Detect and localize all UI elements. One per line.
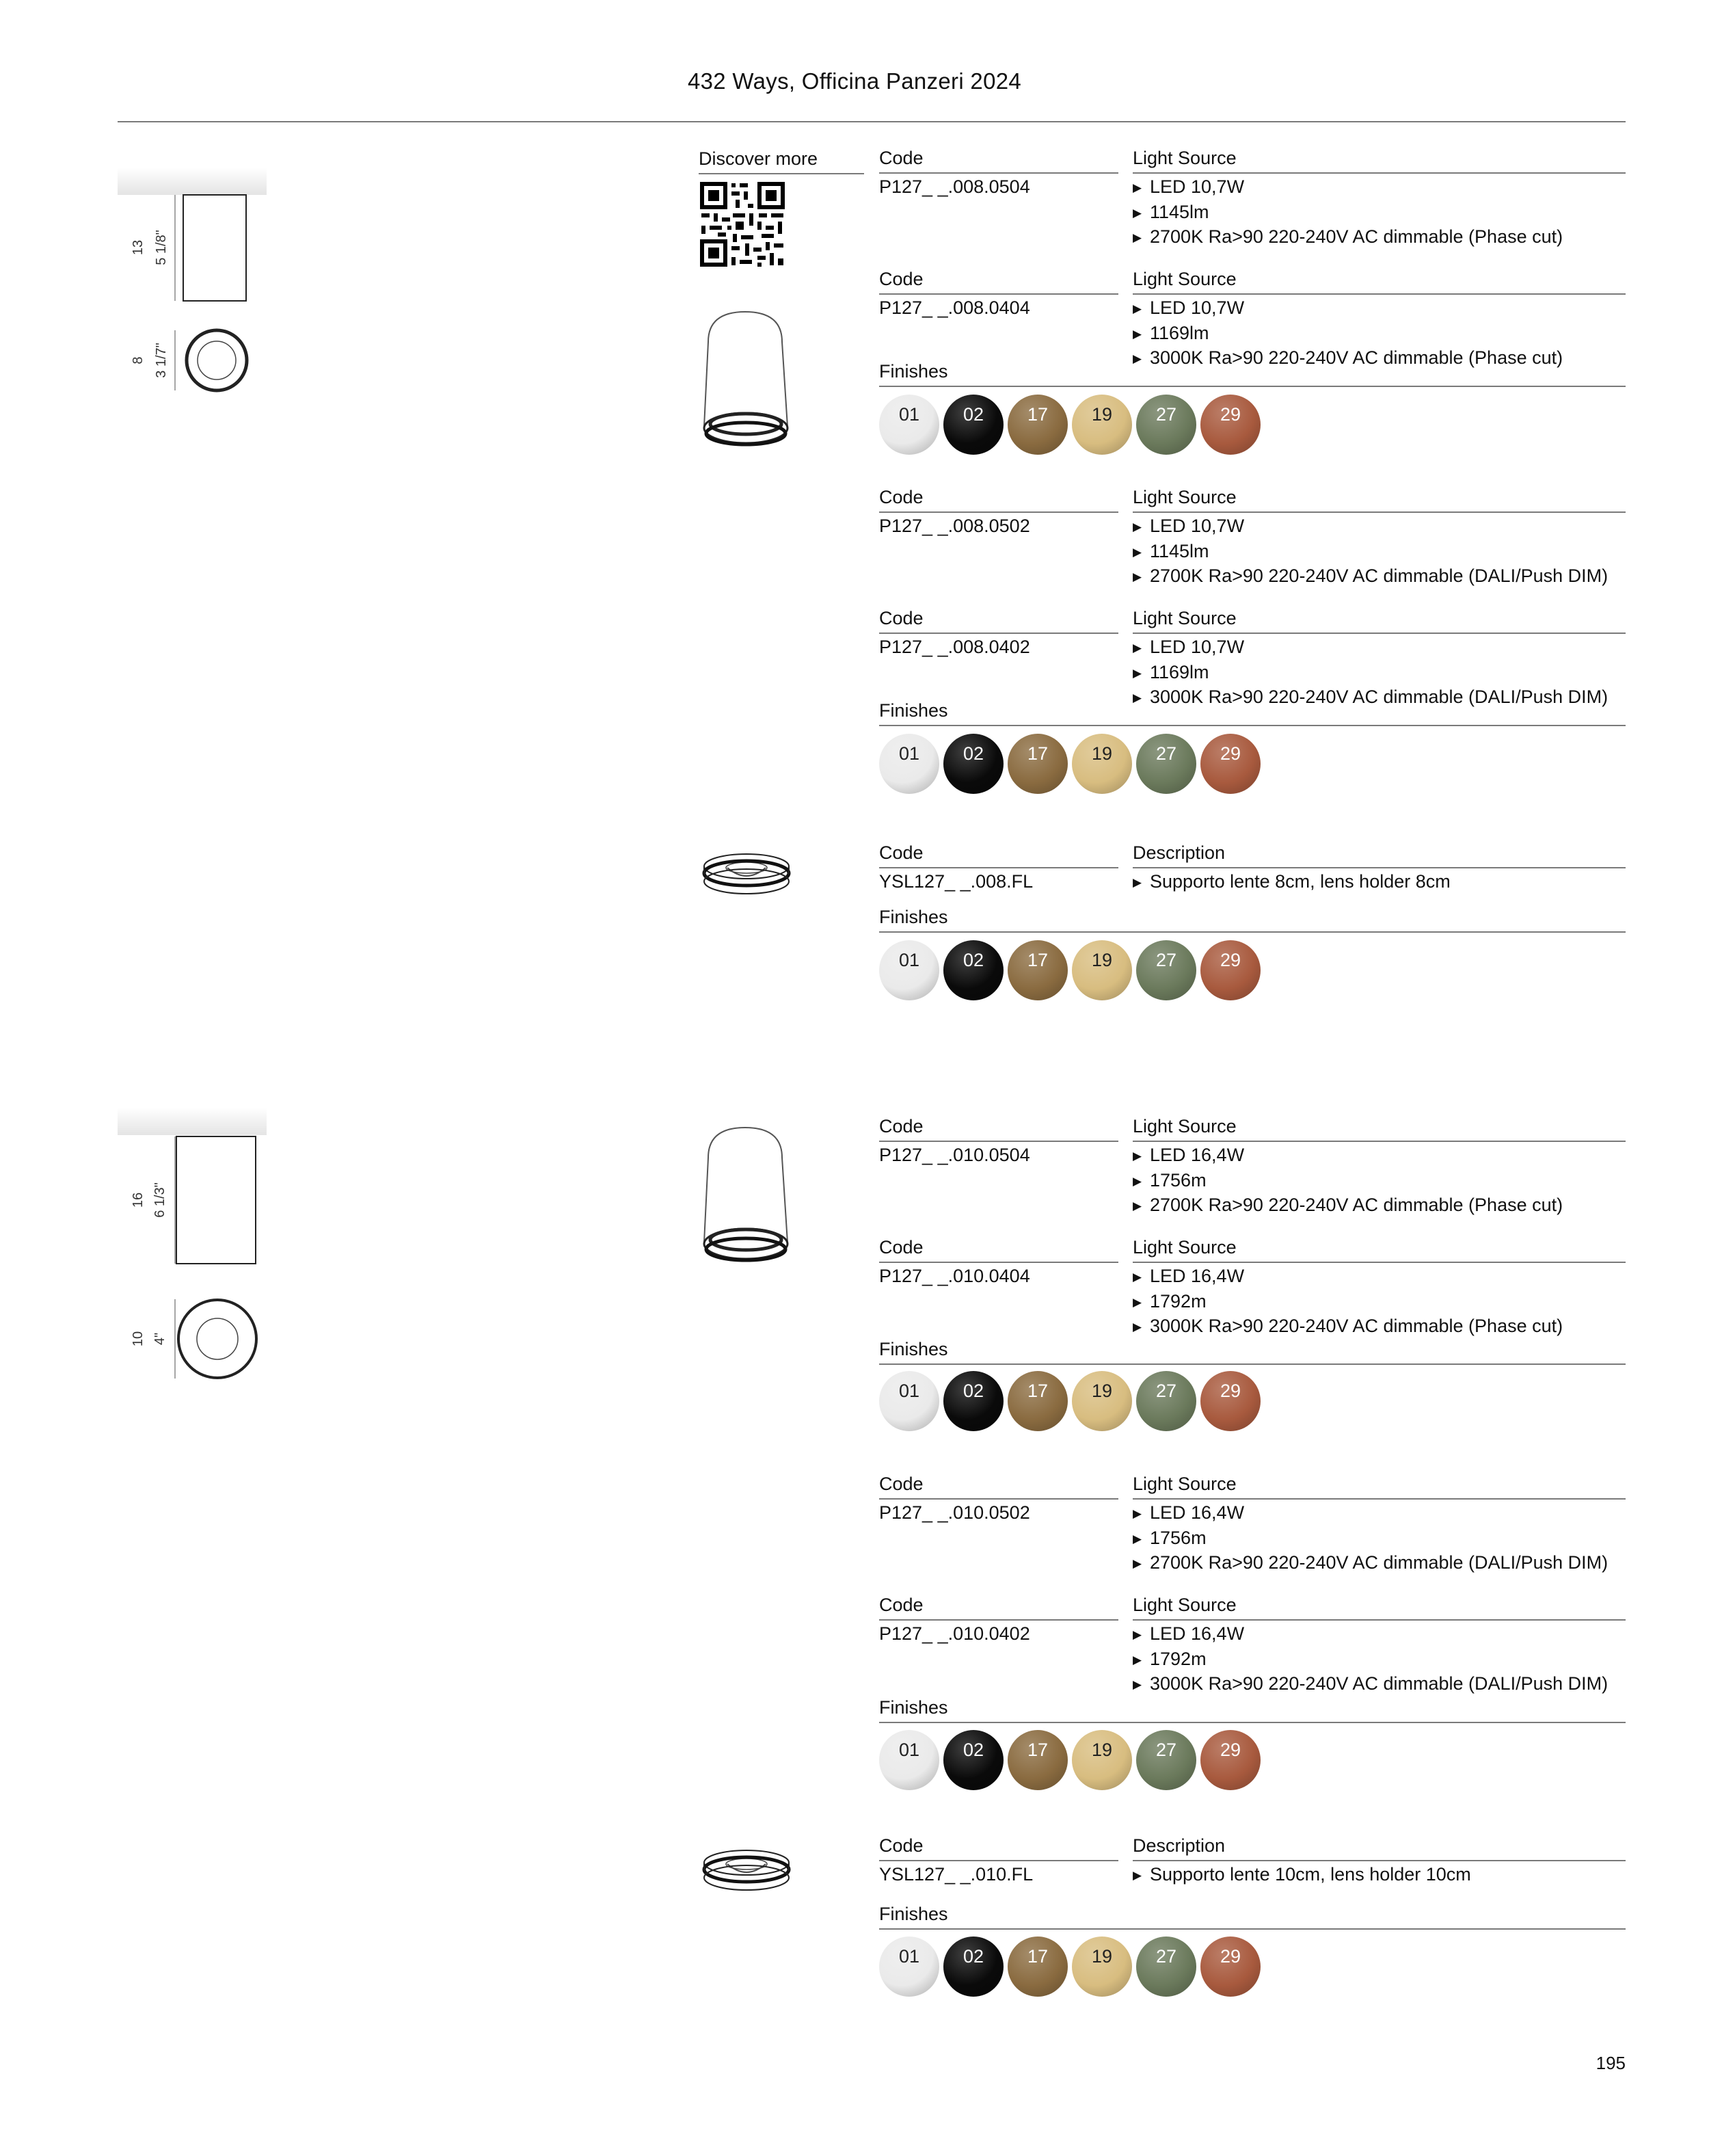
spec-line [1133,225,1626,250]
finish-swatch-29[interactable] [1200,734,1261,794]
code-divider [879,511,1118,513]
finish-code-label: 01 [898,950,920,970]
spec-line-text: 1145lm [1150,201,1209,222]
spec-line [1133,296,1626,321]
code-cell [879,1473,1118,1524]
light-source-header: Light Source [1133,487,1237,507]
diameter-cm-label: 10 [131,1331,146,1347]
bullet-icon: ▶ [1133,666,1142,680]
finish-swatch-19[interactable] [1072,1730,1132,1790]
spec-line [1133,175,1626,200]
code-header: Code [879,1237,924,1257]
finish-swatch-01[interactable] [879,940,939,1000]
spec-line [1133,1622,1626,1647]
finish-code-label: 17 [1027,1946,1049,1967]
finish-swatch-01[interactable] [879,1937,939,1997]
header-divider [1133,633,1626,634]
spec-line-text: LED 10,7W [1150,297,1245,318]
finish-swatch-17[interactable] [1008,395,1068,455]
bullet-icon: ▶ [1133,206,1142,219]
header-divider [1133,172,1626,174]
bullet-icon: ▶ [1133,1532,1142,1545]
product-code: P127_ _.010.0402 [879,1623,1030,1644]
finish-swatch-27[interactable] [1136,1371,1196,1431]
finishes-label: Finishes [879,1697,948,1718]
spec-line-text: 2700K Ra>90 220-240V AC dimmable (DALI/Push DIM) [1150,565,1609,586]
spec-line-text: 1169lm [1150,661,1209,682]
finish-swatch-row [879,940,1265,1002]
qr-code-icon[interactable] [700,182,785,267]
finish-code-label: 19 [1091,404,1113,425]
bullet-icon: ▶ [1133,691,1142,704]
finishes-divider [879,1722,1626,1723]
lens-holder-8cm-drawing [701,851,792,901]
finish-code-label: 29 [1220,950,1241,970]
product-code: P127_ _.010.0404 [879,1266,1030,1286]
spec-line [1133,1264,1626,1290]
finish-code-label: 01 [898,404,920,425]
description-header: Description [1133,1835,1226,1856]
code-divider [879,633,1118,634]
finish-swatch-17[interactable] [1008,734,1068,794]
code-divider [879,1860,1118,1861]
spec-lines [1133,175,1626,250]
description-header: Description [1133,842,1226,863]
finish-code-label: 01 [898,743,920,764]
finishes-label: Finishes [879,361,948,382]
finish-swatch-27[interactable] [1136,395,1196,455]
spotlight-8cm-drawing [703,309,790,456]
bullet-icon: ▶ [1133,1507,1142,1520]
finish-swatch-01[interactable] [879,1371,939,1431]
finish-swatch-row [879,1371,1265,1433]
spec-line [1133,661,1626,686]
finish-code-label: 17 [1027,1381,1049,1401]
spec-line-text: 1145lm [1150,540,1209,561]
finish-swatch-29[interactable] [1200,1371,1261,1431]
light-source-header: Light Source [1133,1474,1237,1494]
diameter-cm-label: 8 [131,356,146,364]
code-divider [879,1141,1118,1142]
spec-line [1133,1863,1626,1888]
bullet-icon: ▶ [1133,1270,1142,1283]
spec-line-text: LED 16,4W [1150,1266,1245,1286]
header-divider [1133,293,1626,295]
bullet-icon: ▶ [1133,352,1142,365]
finish-swatch-17[interactable] [1008,1371,1068,1431]
description-cell [1133,842,1626,895]
light-source-header: Light Source [1133,1116,1237,1136]
finish-swatch-27[interactable] [1136,940,1196,1000]
finish-swatch-02[interactable] [943,940,1004,1000]
finish-swatch-27[interactable] [1136,1937,1196,1997]
spec-line-text: 1169lm [1150,322,1209,343]
finishes-divider [879,725,1626,726]
finish-swatch-19[interactable] [1072,1937,1132,1997]
finish-code-label: 17 [1027,1740,1049,1760]
spec-line-text: LED 10,7W [1150,637,1245,657]
finish-code-label: 02 [963,1381,984,1401]
finish-code-label: 27 [1155,950,1177,970]
finish-code-label: 19 [1091,1740,1113,1760]
finish-swatch-01[interactable] [879,395,939,455]
spec-line-text: LED 10,7W [1150,176,1245,197]
header-divider [1133,1619,1626,1621]
code-cell [879,147,1118,198]
finish-swatch-19[interactable] [1072,395,1132,455]
finish-swatch-01[interactable] [879,1730,939,1790]
finish-swatch-27[interactable] [1136,734,1196,794]
spec-line-text: Supporto lente 10cm, lens holder 10cm [1150,1864,1471,1885]
finish-code-label: 29 [1220,1740,1241,1760]
spec-line-text: 1792m [1150,1648,1207,1669]
finish-swatch-17[interactable] [1008,940,1068,1000]
product-code: P127_ _.008.0404 [879,297,1030,318]
spec-line-text: 3000K Ra>90 220-240V AC dimmable (DALI/Push DIM) [1150,687,1609,707]
finish-code-label: 29 [1220,1381,1241,1401]
finish-code-label: 27 [1155,404,1177,425]
bullet-icon: ▶ [1133,1199,1142,1212]
finish-code-label: 02 [963,1946,984,1967]
finish-code-label: 02 [963,1740,984,1760]
light-source-header: Light Source [1133,1595,1237,1615]
finishes-divider [879,1928,1626,1930]
product-code: YSL127_ _.008.FL [879,871,1034,892]
light-source-cell [1133,147,1626,250]
bullet-icon: ▶ [1133,545,1142,559]
finish-code-label: 19 [1091,1381,1113,1401]
finish-code-label: 02 [963,404,984,425]
spec-line-text: 2700K Ra>90 220-240V AC dimmable (Phase cut) [1150,226,1563,247]
spec-line [1133,1169,1626,1194]
finish-swatch-19[interactable] [1072,734,1132,794]
spec-line-text: 3000K Ra>90 220-240V AC dimmable (Phase cut) [1150,1316,1563,1336]
spec-line-text: 3000K Ra>90 220-240V AC dimmable (DALI/Push DIM) [1150,1673,1609,1694]
finish-swatch-02[interactable] [943,1937,1004,1997]
finish-code-label: 17 [1027,950,1049,970]
finishes-label: Finishes [879,907,948,927]
finish-swatch-02[interactable] [943,395,1004,455]
code-header: Code [879,269,924,289]
spec-line [1133,1290,1626,1315]
bullet-icon: ▶ [1133,327,1142,341]
spec-line [1133,564,1626,589]
finish-swatch-27[interactable] [1136,1730,1196,1790]
spec-lines [1133,1863,1626,1888]
code-header: Code [879,1474,924,1494]
header-divider [1133,1141,1626,1142]
code-cell [879,1835,1118,1886]
spec-line-text: Supporto lente 8cm, lens holder 8cm [1150,871,1451,892]
spec-line [1133,1551,1626,1576]
spec-lines [1133,1622,1626,1697]
code-header: Code [879,1835,924,1856]
finishes-header [879,906,1626,933]
light-source-header: Light Source [1133,608,1237,628]
code-cell [879,842,1118,893]
finishes-divider [879,931,1626,933]
description-cell [1133,1835,1626,1888]
finish-swatch-02[interactable] [943,734,1004,794]
spec-line-text: 2700K Ra>90 220-240V AC dimmable (Phase cut) [1150,1195,1563,1215]
bullet-icon: ▶ [1133,181,1142,194]
bullet-icon: ▶ [1133,231,1142,244]
finish-code-label: 17 [1027,743,1049,764]
bullet-icon: ▶ [1133,1174,1142,1188]
light-source-cell [1133,1236,1626,1340]
finish-swatch-19[interactable] [1072,940,1132,1000]
product-code: P127_ _.008.0502 [879,516,1030,536]
spec-line [1133,540,1626,565]
light-source-cell [1133,1594,1626,1697]
header-divider [1133,1262,1626,1263]
lens-holder-10cm-drawing [701,1848,792,1897]
product-code: P127_ _.008.0504 [879,176,1030,197]
spec-line-text: LED 16,4W [1150,1623,1245,1644]
finish-swatch-29[interactable] [1200,1937,1261,1997]
code-divider [879,172,1118,174]
finish-code-label: 01 [898,1381,920,1401]
header-divider [1133,867,1626,868]
finish-swatch-01[interactable] [879,734,939,794]
height-in-label: 5 1/8" [154,230,169,265]
light-source-header: Light Source [1133,1237,1237,1257]
discover-more-label: Discover more [699,148,818,169]
spec-line-text: 2700K Ra>90 220-240V AC dimmable (DALI/Push DIM) [1150,1552,1609,1573]
spec-line [1133,1672,1626,1697]
spec-line [1133,200,1626,226]
spec-line-text: LED 16,4W [1150,1502,1245,1523]
spec-lines [1133,1143,1626,1219]
spec-line [1133,1143,1626,1169]
product-code: P127_ _.010.0502 [879,1502,1030,1523]
spec-line [1133,514,1626,540]
page-number: 195 [1596,2053,1626,2073]
height-cm-label: 13 [131,239,146,256]
finishes-header [879,1696,1626,1723]
title-divider [118,121,1626,122]
bullet-icon: ▶ [1133,1628,1142,1641]
bullet-icon: ▶ [1133,1869,1142,1882]
finish-code-label: 01 [898,1740,920,1760]
finish-code-label: 01 [898,1946,920,1967]
finish-code-label: 19 [1091,743,1113,764]
finish-swatch-row [879,734,1265,795]
finish-code-label: 19 [1091,950,1113,970]
light-source-cell [1133,1115,1626,1219]
finishes-header [879,360,1626,387]
spec-line-text: 1756m [1150,1169,1207,1190]
finish-code-label: 27 [1155,743,1177,764]
finishes-header [879,1338,1626,1365]
light-source-cell [1133,486,1626,589]
code-cell [879,268,1118,319]
spec-lines [1133,870,1626,895]
spec-lines [1133,1501,1626,1576]
code-header: Code [879,487,924,507]
code-divider [879,1262,1118,1263]
discover-more[interactable] [699,147,864,174]
finish-code-label: 19 [1091,1946,1113,1967]
spec-line [1133,321,1626,347]
finish-swatch-row [879,1730,1265,1792]
bullet-icon: ▶ [1133,1678,1142,1691]
bullet-icon: ▶ [1133,1653,1142,1666]
bullet-icon: ▶ [1133,570,1142,583]
code-cell [879,1594,1118,1645]
spec-line-text: LED 10,7W [1150,516,1245,536]
code-header: Code [879,148,924,168]
bullet-icon: ▶ [1133,641,1142,654]
finishes-header [879,1903,1626,1930]
code-cell [879,486,1118,537]
bullet-icon: ▶ [1133,1557,1142,1570]
finish-swatch-29[interactable] [1200,395,1261,455]
finish-code-label: 27 [1155,1740,1177,1760]
finishes-label: Finishes [879,1339,948,1359]
code-divider [879,1619,1118,1621]
finishes-label: Finishes [879,1904,948,1924]
spec-line [1133,635,1626,661]
code-header: Code [879,842,924,863]
code-header: Code [879,1595,924,1615]
bullet-icon: ▶ [1133,876,1142,889]
header-divider [1133,1498,1626,1500]
light-source-header: Light Source [1133,148,1237,168]
spec-line-text: LED 16,4W [1150,1145,1245,1165]
finish-swatch-17[interactable] [1008,1937,1068,1997]
height-cm-label: 16 [131,1192,146,1208]
finishes-label: Finishes [879,700,948,721]
diameter-in-label: 4" [152,1332,167,1346]
diameter-in-label: 3 1/7" [154,343,169,378]
finish-code-label: 29 [1220,1946,1241,1967]
spec-line-text: 1756m [1150,1527,1207,1548]
spec-line [1133,1501,1626,1526]
product-code: P127_ _.010.0504 [879,1145,1030,1165]
spec-line [1133,1526,1626,1552]
bullet-icon: ▶ [1133,1320,1142,1333]
header-divider [1133,1860,1626,1861]
finish-code-label: 02 [963,743,984,764]
code-divider [879,867,1118,868]
spec-line [1133,1647,1626,1673]
product-code: P127_ _.008.0402 [879,637,1030,657]
spec-lines [1133,1264,1626,1340]
dimension-drawing-10cm [118,1108,275,1388]
light-source-cell [1133,268,1626,371]
bullet-icon: ▶ [1133,1295,1142,1309]
finish-swatch-row [879,1937,1265,1998]
code-header: Code [879,1116,924,1136]
finish-swatch-17[interactable] [1008,1730,1068,1790]
finish-swatch-19[interactable] [1072,1371,1132,1431]
finish-swatch-29[interactable] [1200,1730,1261,1790]
finish-code-label: 27 [1155,1946,1177,1967]
spec-line-text: 3000K Ra>90 220-240V AC dimmable (Phase cut) [1150,347,1563,368]
light-source-cell [1133,1473,1626,1576]
finish-swatch-02[interactable] [943,1730,1004,1790]
bullet-icon: ▶ [1133,1149,1142,1162]
light-source-cell [1133,607,1626,710]
code-cell [879,607,1118,658]
code-header: Code [879,608,924,628]
code-divider [879,293,1118,295]
height-in-label: 6 1/3" [152,1182,167,1218]
finish-code-label: 27 [1155,1381,1177,1401]
finishes-divider [879,386,1626,387]
spec-line [1133,870,1626,895]
code-cell [879,1236,1118,1288]
page-title: 432 Ways, Officina Panzeri 2024 [687,68,1022,94]
dimension-drawing-8cm [118,168,275,400]
finish-code-label: 29 [1220,404,1241,425]
finish-code-label: 17 [1027,404,1049,425]
code-divider [879,1498,1118,1500]
product-code: YSL127_ _.010.FL [879,1864,1034,1885]
spec-line [1133,1193,1626,1219]
finish-swatch-row [879,395,1265,456]
finish-swatch-02[interactable] [943,1371,1004,1431]
light-source-header: Light Source [1133,269,1237,289]
spotlight-10cm-drawing [703,1125,790,1272]
finish-code-label: 29 [1220,743,1241,764]
finish-code-label: 02 [963,950,984,970]
header-divider [1133,511,1626,513]
code-cell [879,1115,1118,1167]
spec-line [1133,1314,1626,1340]
finishes-header [879,700,1626,726]
spec-lines [1133,514,1626,589]
bullet-icon: ▶ [1133,302,1142,315]
finish-swatch-29[interactable] [1200,940,1261,1000]
finishes-divider [879,1363,1626,1365]
bullet-icon: ▶ [1133,520,1142,533]
spec-line-text: 1792m [1150,1290,1207,1312]
